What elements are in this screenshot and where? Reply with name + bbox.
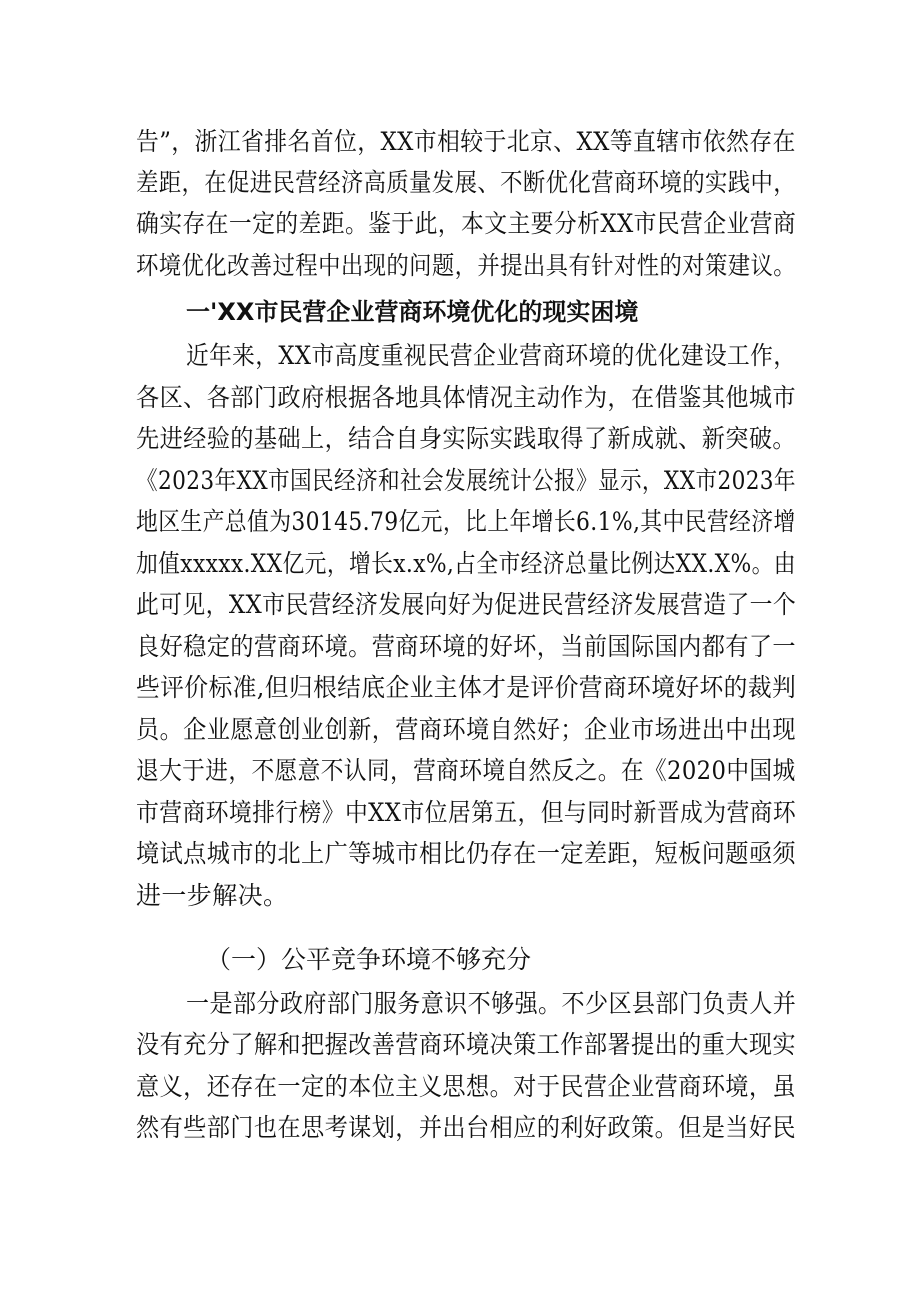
section-1-heading: 一'XX市民营企业营商环境优化的现实困境 (186, 298, 639, 326)
subsection-1-line-2: 没有充分了解和把握改善营商环境决策工作部署提出的重大现实 (136, 1030, 796, 1059)
subsection-1-line-3: 意义，还存在一定的本位主义思想。对于民营企业营商环境，虽 (136, 1072, 796, 1101)
intro-line-3: 确实存在一定的差距。鉴于此，本文主要分析XX市民营企业营商 (136, 209, 797, 238)
section-1-line-9: 些评价标准,但归根结底企业主体才是评价营商环境好坏的裁判 (136, 673, 797, 702)
section-1-line-14: 进一步解决。 (136, 881, 289, 910)
section-1-line-2: 各区、各部门政府根据各地具体情况主动作为，在借鉴其他城市 (136, 383, 796, 412)
section-1-line-7: 此可见，XX市民营经济发展向好为促进民营经济发展营造了一个 (136, 590, 797, 619)
section-1-line-8: 良好稳定的营商环境。营商环境的好坏，当前国际国内都有了一 (136, 632, 796, 661)
subsection-1-line-4: 然有些部门也在思考谋划，并出台相应的利好政策。但是当好民 (136, 1113, 796, 1142)
section-1-line-1: 近年来，XX市高度重视民营企业营商环境的优化建设工作， (186, 341, 797, 370)
section-1-line-12: 市营商环境排行榜》中XX市位居第五，但与同时新晋成为营商环 (136, 798, 797, 827)
section-1-line-5: 地区生产总值为30145.79亿元，比上年增长6.1%,其中民营经济增 (136, 507, 796, 536)
section-1-line-3: 先进经验的基础上，结合自身实际实践取得了新成就、新突破。 (136, 424, 796, 453)
section-1-line-6: 加值xxxxx.XX亿元，增长x.x%,占全市经济总量比例达XX.X%。由 (136, 549, 796, 578)
section-1-line-11: 退大于进，不愿意不认同，营商环境自然反之。在《2020中国城 (136, 756, 796, 785)
section-1-line-10: 员。企业愿意创业创新，营商环境自然好；企业市场进出中出现 (136, 715, 796, 744)
intro-line-1: 告”，浙江省排名首位，XX市相较于北京、XX等直辖市依然存在 (136, 127, 796, 156)
intro-line-4: 环境优化改善过程中出现的问题，并提出具有针对性的对策建议。 (136, 251, 797, 280)
section-1-line-13: 境试点城市的北上广等城市相比仍存在一定差距，短板问题亟须 (136, 839, 796, 868)
subsection-1-line-1: 一是部分政府部门服务意识不够强。不少区县部门负责人并 (186, 989, 797, 1018)
subsection-1-heading: （一）公平竞争环境不够充分 (206, 945, 532, 974)
section-1-line-4: 《2023年XX市国民经济和社会发展统计公报》显示，XX市2023年 (136, 466, 796, 495)
intro-line-2: 差距，在促进民营经济高质量发展、不断优化营商环境的实践中， (136, 168, 797, 197)
